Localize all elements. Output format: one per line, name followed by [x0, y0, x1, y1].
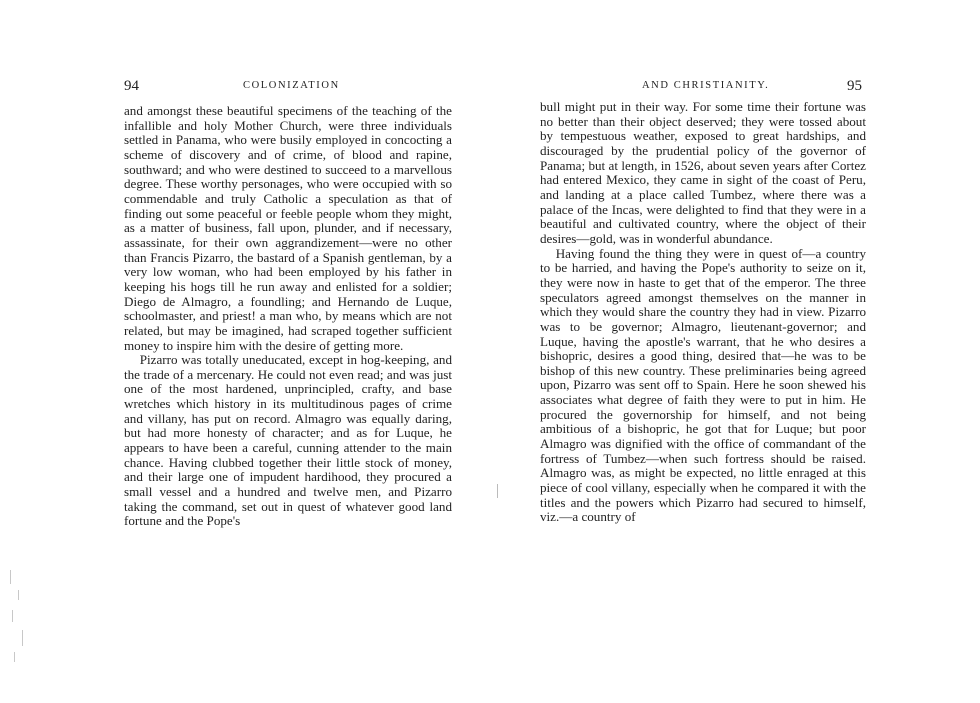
left-page-number: 94 — [124, 78, 139, 94]
left-body-text — [124, 104, 452, 529]
left-paragraph-1: and amongst these beautiful specimens of the teaching of the infallible and holy Mother Church, were three individuals settled in Panama, who were busily employed in concocting a scheme of discovery and of crime, of blood and rapine, southward; and who were destined to succeed to a marvellous degree. These worthy personages, who were occupied with so commendable and truly Catholic a speculation as that of finding out some peaceful or feeble people whom they might, as a matter of business, fall upon, plunder, and if necessary, assassinate, for their own aggrandizement—were no other than Francis Pizarro, the bastard of a Spanish gentleman, by a very low woman, who had been employed by his father in keeping his hogs till he run away and enlisted for a soldier; Diego de Almagro, a foundling; and Hernando de Luque, schoolmaster, and priest! a man who, by means which are not related, but may be imagined, had scraped together sufficient money to inspire him with the desire of getting more. — [124, 103, 452, 353]
right-page-number: 95 — [847, 78, 862, 94]
right-paragraph-1: bull might put in their way. For some time their fortune was no better than their object deserved; they were tossed about by tempestuous weather, exposed to great hardships, and discouraged by the prudential policy of the governor of Panama; but at length, in 1526, about seven years after Cortez had entered Mexico, they came in sight of the coast of Peru, and landing at a place called Tumbez, where there was a palace of the Incas, were delighted to find that they were in a beautiful and cultivated country, where the object of their desires—gold, was in wonderful abundance. — [540, 99, 866, 246]
right-page — [490, 0, 980, 703]
gutter-mark — [497, 484, 498, 498]
edge-marks — [8, 570, 38, 670]
right-running-head: AND CHRISTIANITY. — [642, 80, 770, 91]
right-paragraph-2: Having found the thing they were in quest of—a country to be harried, and having the Pope's authority to seize on it, they were now in haste to get that of the emperor. The three speculators agreed amongst themselves on the manner in which they would share the country they had in view. Pizarro was to be governor; Almagro, lieutenant-governor; and Luque, having the apostle's warrant, that he who desires a bishopric, desires a good thing, desired that—he was to be bishop of this new country. These preliminaries being agreed upon, Pizarro was sent off to Spain. Here he soon shewed his associates what degree of faith they were to put in him. He procured the governorship for himself, and not being ambitious of a bishopric, he got that for Luque; but poor Almagro was dignified with the office of commandant of the fortress of Tumbez—when such fortress should be raised. Almagro was, as might be expected, no little enraged at this piece of cool villany, especially when he compared it with the titles and the powers which Pizarro had secured to himself, viz.—a country of — [540, 245, 866, 525]
left-running-head: COLONIZATION — [243, 80, 340, 91]
right-body-text — [540, 100, 866, 525]
left-paragraph-2: Pizarro was totally uneducated, except in hog-keeping, and the trade of a mercenary. He could not even read; and was just one of the most hardened, unprincipled, crafty, and base wretches which history in its multitudinous pages of crime and villany, has put on record. Almagro was equally daring, but had more honesty of character; and as for Luque, he appears to have been a careful, cunning attender to the main chance. Having clubbed together their little stock of money, and their large one of impudent hardihood, they procured a small vessel and a hundred and twelve men, and Pizarro taking the command, set out in quest of whatever good land fortune and the Pope's — [124, 352, 452, 529]
